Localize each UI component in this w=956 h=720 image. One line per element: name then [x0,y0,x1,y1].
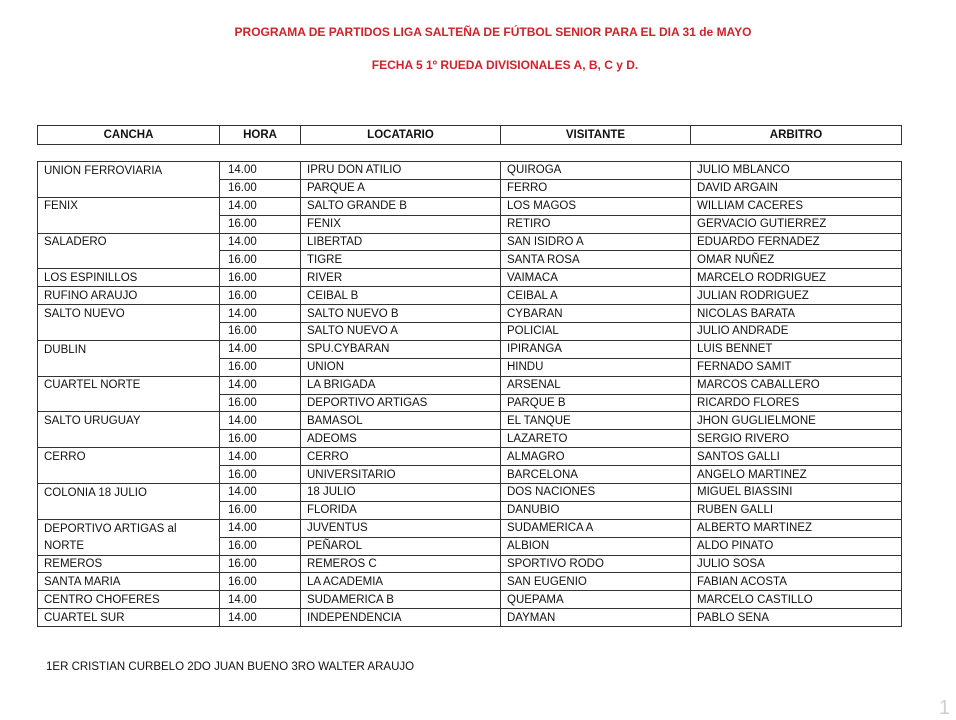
column-header-hora: HORA [220,126,301,145]
cancha-cell [38,466,220,484]
column-header-arbitro: ARBITRO [691,126,902,145]
locatario-cell: TIGRE [301,251,501,269]
hora-cell: 14.00 [220,197,301,215]
cancha-cell: CENTRO CHOFERES [38,591,220,609]
table-row [38,555,902,573]
visitante-cell: SAN EUGENIO [501,573,691,591]
cancha-cell: SANTA MARIA [38,573,220,591]
locatario-cell: SALTO NUEVO B [301,305,501,323]
arbitro-cell: ALBERTO MARTINEZ [691,519,902,537]
visitante-cell: CYBARAN [501,305,691,323]
cancha-cell: DUBLIN [38,340,220,358]
visitante-cell: DANUBIO [501,501,691,519]
cancha-cell [38,394,220,412]
table-row [38,573,902,591]
locatario-cell: INDEPENDENCIA [301,609,501,627]
visitante-cell: LOS MAGOS [501,197,691,215]
hora-cell: 16.00 [220,251,301,269]
arbitro-cell: SERGIO RIVERO [691,430,902,448]
table-row [38,340,902,358]
table-row [38,358,902,376]
hora-cell: 14.00 [220,340,301,358]
table-row [38,430,902,448]
hora-cell: 16.00 [220,430,301,448]
hora-cell: 16.00 [220,555,301,573]
cancha-cell: NORTE [38,537,220,555]
hora-cell: 16.00 [220,269,301,287]
arbitro-cell: OMAR NUÑEZ [691,251,902,269]
hora-cell: 16.00 [220,573,301,591]
document-title: PROGRAMA DE PARTIDOS LIGA SALTEÑA DE FÚTBOL SENIOR PARA EL DIA 31 de MAYO [234,25,752,39]
visitante-cell: POLICIAL [501,323,691,341]
hora-cell: 14.00 [220,233,301,251]
arbitro-cell: JULIAN RODRIGUEZ [691,287,902,305]
hora-cell: 14.00 [220,591,301,609]
cancha-cell [38,179,220,197]
cancha-cell [38,251,220,269]
cancha-cell: SALADERO [38,233,220,251]
locatario-cell: REMEROS C [301,555,501,573]
cancha-cell [38,323,220,341]
visitante-cell: FERRO [501,179,691,197]
arbitro-cell: JULIO MBLANCO [691,162,902,180]
cancha-cell: CUARTEL SUR [38,609,220,627]
cancha-cell: CUARTEL NORTE [38,376,220,394]
cancha-cell [38,430,220,448]
arbitro-cell: GERVACIO GUTIERREZ [691,215,902,233]
table-row [38,179,902,197]
hora-cell: 16.00 [220,323,301,341]
table-row [38,519,902,537]
table-row [38,197,902,215]
visitante-cell: RETIRO [501,215,691,233]
visitante-cell: DAYMAN [501,609,691,627]
visitante-cell: ARSENAL [501,376,691,394]
hora-cell: 16.00 [220,394,301,412]
table-row [38,466,902,484]
hora-cell: 14.00 [220,484,301,502]
cancha-cell: SALTO URUGUAY [38,412,220,430]
locatario-cell: LA BRIGADA [301,376,501,394]
table-row [38,484,902,502]
locatario-cell: CEIBAL B [301,287,501,305]
visitante-cell: EL TANQUE [501,412,691,430]
arbitro-cell: RICARDO FLORES [691,394,902,412]
visitante-cell: QUIROGA [501,162,691,180]
visitante-cell: VAIMACA [501,269,691,287]
cancha-cell: SALTO NUEVO [38,305,220,323]
locatario-cell: DEPORTIVO ARTIGAS [301,394,501,412]
locatario-cell: IPRU DON ATILIO [301,162,501,180]
cancha-cell [38,358,220,376]
visitante-cell: ALMAGRO [501,448,691,466]
hora-cell: 16.00 [220,466,301,484]
document-subtitle: FECHA 5 1º RUEDA DIVISIONALES A, B, C y D. [371,58,639,72]
locatario-cell: SALTO NUEVO A [301,323,501,341]
table-row [38,448,902,466]
table-row [38,323,902,341]
cancha-cell: FENIX [38,197,220,215]
table-row [38,537,902,555]
locatario-cell: FLORIDA [301,501,501,519]
cancha-cell: REMEROS [38,555,220,573]
locatario-cell: UNION [301,358,501,376]
visitante-cell: IPIRANGA [501,340,691,358]
visitante-cell: ALBION [501,537,691,555]
cancha-cell: UNION FERROVIARIA [38,162,220,180]
table-row [38,376,902,394]
cancha-cell: RUFINO ARAUJO [38,287,220,305]
column-header-cancha: CANCHA [38,126,220,145]
hora-cell: 16.00 [220,358,301,376]
arbitro-cell: LUIS BENNET [691,340,902,358]
arbitro-cell: MARCELO RODRIGUEZ [691,269,902,287]
visitante-cell: HINDU [501,358,691,376]
hora-cell: 16.00 [220,179,301,197]
table-row [38,251,902,269]
page-number: 1 [938,697,950,719]
visitante-cell: CEIBAL A [501,287,691,305]
visitante-cell: SUDAMERICA A [501,519,691,537]
header-row [38,126,902,145]
table-row [38,591,902,609]
visitante-cell: LAZARETO [501,430,691,448]
visitante-cell: QUEPAMA [501,591,691,609]
cancha-cell: LOS ESPINILLOS [38,269,220,287]
visitante-cell: BARCELONA [501,466,691,484]
table-row [38,609,902,627]
header-table [37,125,902,145]
arbitro-cell: WILLIAM CACERES [691,197,902,215]
arbitro-cell: ANGELO MARTINEZ [691,466,902,484]
locatario-cell: LIBERTAD [301,233,501,251]
hora-cell: 14.00 [220,448,301,466]
table-row [38,215,902,233]
hora-cell: 14.00 [220,412,301,430]
table-row [38,501,902,519]
locatario-cell: 18 JULIO [301,484,501,502]
cancha-cell [38,215,220,233]
hora-cell: 14.00 [220,305,301,323]
table-row [38,269,902,287]
arbitro-cell: RUBEN GALLI [691,501,902,519]
arbitro-cell: MIGUEL BIASSINI [691,484,902,502]
fixtures-table [37,161,902,627]
locatario-cell: JUVENTUS [301,519,501,537]
hora-cell: 14.00 [220,609,301,627]
arbitro-cell: ALDO PINATO [691,537,902,555]
table-row [38,287,902,305]
table-row [38,162,902,180]
locatario-cell: RIVER [301,269,501,287]
table-row [38,412,902,430]
arbitro-cell: DAVID ARGAIN [691,179,902,197]
visitante-cell: PARQUE B [501,394,691,412]
locatario-cell: SPU.CYBARAN [301,340,501,358]
locatario-cell: PEÑAROL [301,537,501,555]
locatario-cell: UNIVERSITARIO [301,466,501,484]
visitante-cell: SANTA ROSA [501,251,691,269]
arbitro-cell: JULIO SOSA [691,555,902,573]
visitante-cell: DOS NACIONES [501,484,691,502]
arbitro-cell: FABIAN ACOSTA [691,573,902,591]
locatario-cell: SUDAMERICA B [301,591,501,609]
hora-cell: 14.00 [220,519,301,537]
locatario-cell: ADEOMS [301,430,501,448]
arbitro-cell: JHON GUGLIELMONE [691,412,902,430]
visitante-cell: SAN ISIDRO A [501,233,691,251]
arbitro-cell: SANTOS GALLI [691,448,902,466]
column-header-locatario: LOCATARIO [301,126,501,145]
footer-note: 1ER CRISTIAN CURBELO 2DO JUAN BUENO 3RO WALTER ARAUJO [46,661,415,673]
locatario-cell: SALTO GRANDE B [301,197,501,215]
cancha-cell: COLONIA 18 JULIO [38,484,220,502]
hora-cell: 14.00 [220,376,301,394]
arbitro-cell: PABLO SENA [691,609,902,627]
arbitro-cell: FERNADO SAMIT [691,358,902,376]
cancha-cell [38,501,220,519]
arbitro-cell: EDUARDO FERNADEZ [691,233,902,251]
cancha-cell: DEPORTIVO ARTIGAS al [38,519,220,537]
column-header-visitante: VISITANTE [501,126,691,145]
arbitro-cell: NICOLAS BARATA [691,305,902,323]
hora-cell: 16.00 [220,215,301,233]
locatario-cell: CERRO [301,448,501,466]
visitante-cell: SPORTIVO RODO [501,555,691,573]
table-row [38,394,902,412]
locatario-cell: FENIX [301,215,501,233]
arbitro-cell: MARCELO CASTILLO [691,591,902,609]
locatario-cell: BAMASOL [301,412,501,430]
hora-cell: 16.00 [220,501,301,519]
arbitro-cell: MARCOS CABALLERO [691,376,902,394]
table-row [38,305,902,323]
locatario-cell: PARQUE A [301,179,501,197]
table-row [38,233,902,251]
hora-cell: 16.00 [220,287,301,305]
arbitro-cell: JULIO ANDRADE [691,323,902,341]
hora-cell: 14.00 [220,162,301,180]
hora-cell: 16.00 [220,537,301,555]
cancha-cell: CERRO [38,448,220,466]
locatario-cell: LA ACADEMIA [301,573,501,591]
